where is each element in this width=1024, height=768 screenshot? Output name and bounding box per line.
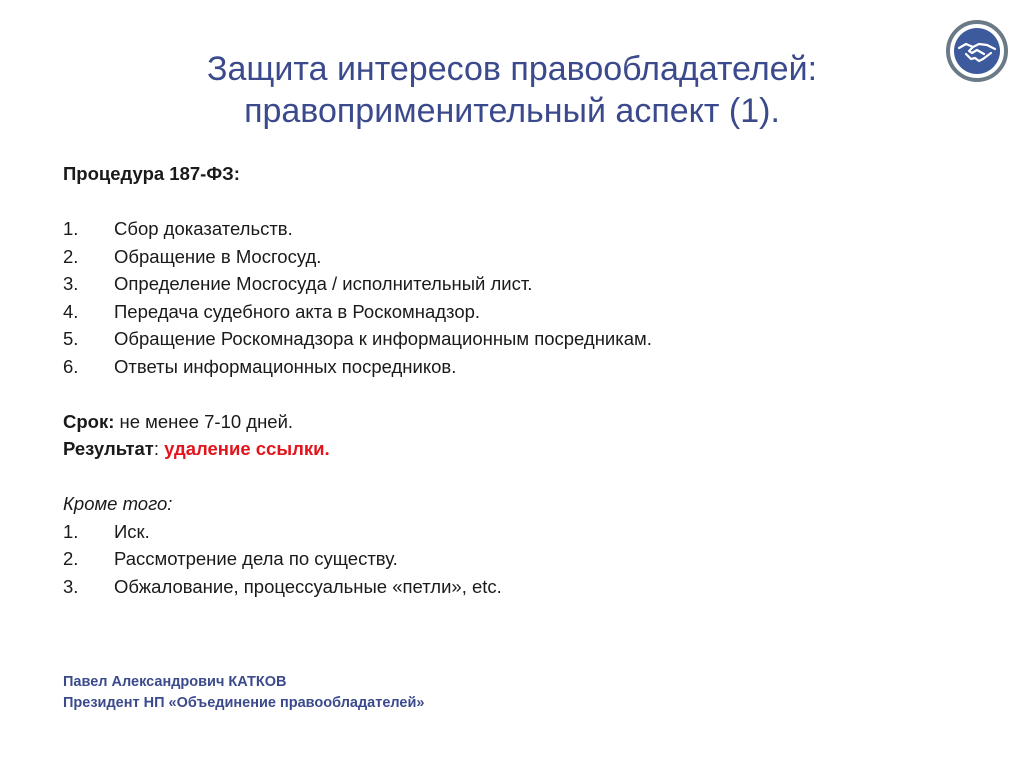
author-footer bbox=[63, 672, 424, 714]
author-name: Павел Александрович КАТКОВ bbox=[63, 674, 287, 690]
term-line bbox=[63, 408, 963, 436]
procedure-steps bbox=[63, 215, 963, 380]
handshake-icon bbox=[946, 20, 1008, 82]
list-item: 5. Обращение Роскомнадзора к информационным посредникам. bbox=[63, 328, 652, 349]
additionally-steps bbox=[63, 518, 963, 601]
slide-content bbox=[63, 160, 963, 600]
list-item: 4. Передача судебного акта в Роскомнадзор. bbox=[63, 300, 481, 322]
term-label: Срок: bbox=[63, 410, 115, 432]
list-item: 3. Обжалование, процессуальные «петли», etc. bbox=[63, 575, 502, 597]
list-item: 1. Иск. bbox=[63, 520, 150, 542]
list-item: 3. Определение Мосгосуда / исполнительный лист. bbox=[63, 273, 533, 294]
term-value: не менее 7-10 дней. bbox=[114, 410, 294, 432]
list-item: 1. Сбор доказательств. bbox=[63, 218, 293, 239]
result-line: Результат: удаление ссылки. bbox=[63, 438, 330, 459]
additionally-heading: Кроме того: bbox=[63, 493, 173, 514]
list-item: 2. Рассмотрение дела по существу. bbox=[63, 548, 398, 569]
result-value: удаление ссылки. bbox=[164, 438, 330, 459]
slide-title bbox=[120, 48, 904, 132]
result-label: Результат bbox=[63, 438, 154, 459]
list-item: 2. Обращение в Мосгосуд. bbox=[63, 245, 322, 267]
slide-title-line-1: Защита интересов правообладателей: bbox=[206, 50, 818, 88]
author-position: Президент НП «Объединение правообладателей» bbox=[63, 695, 425, 711]
procedure-heading: Процедура 187-ФЗ: bbox=[63, 163, 240, 184]
list-item: 6. Ответы информационных посредников. bbox=[63, 355, 457, 377]
slide-title-line-2: правоприменительный аспект (1). bbox=[244, 92, 780, 130]
